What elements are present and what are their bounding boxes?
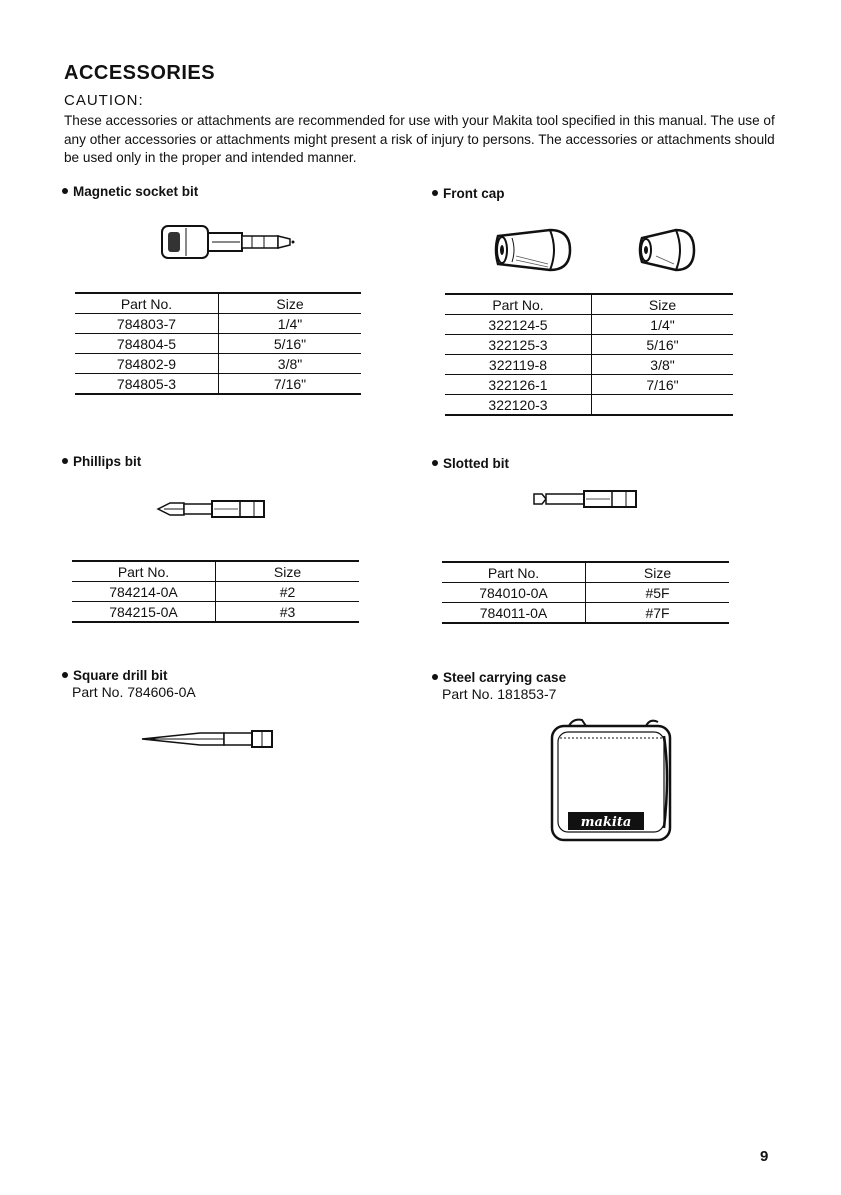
column-header-size: Size: [219, 293, 362, 314]
part-number-cell: 322126-1: [445, 375, 592, 395]
column-header-size: Size: [592, 294, 734, 315]
steel-carrying-case-part-number: Part No. 181853-7: [442, 686, 557, 702]
slotted-bit-heading: [432, 456, 509, 471]
makita-logo-text: makita: [580, 815, 632, 830]
table-row: [75, 334, 361, 354]
part-number-cell: 322119-8: [445, 355, 592, 375]
bullet-icon: [432, 674, 438, 680]
steel-carrying-case-illustration: [546, 716, 674, 844]
size-cell: 3/8": [592, 355, 734, 375]
magnetic-socket-bit-title: Magnetic socket bit: [73, 184, 199, 199]
part-number-cell: 784215-0A: [72, 602, 216, 623]
bullet-icon: [62, 458, 68, 464]
square-drill-bit-part-number: Part No. 784606-0A: [72, 684, 196, 700]
table-row: [75, 314, 361, 334]
column-header-size: Size: [216, 561, 360, 582]
part-number-cell: 322125-3: [445, 335, 592, 355]
magnetic-socket-bit-table: [75, 292, 361, 395]
square-drill-bit-title: Square drill bit: [73, 668, 168, 683]
size-cell: [592, 395, 734, 416]
column-header-part-no: Part No.: [445, 294, 592, 315]
table-header-row: [445, 294, 733, 315]
bullet-icon: [62, 672, 68, 678]
size-cell: #7F: [586, 603, 730, 624]
part-number-cell: 784802-9: [75, 354, 219, 374]
phillips-bit-table: [72, 560, 359, 623]
square-drill-bit-illustration: [140, 728, 276, 750]
table-header-row: [442, 562, 729, 583]
size-cell: #3: [216, 602, 360, 623]
phillips-bit-illustration: [156, 498, 270, 520]
bullet-icon: [62, 188, 68, 194]
part-number-cell: 322124-5: [445, 315, 592, 335]
bullet-icon: [432, 460, 438, 466]
size-cell: 1/4": [592, 315, 734, 335]
size-cell: 7/16": [219, 374, 362, 395]
slotted-bit-table: [442, 561, 729, 624]
table-header-row: [72, 561, 359, 582]
size-cell: 3/8": [219, 354, 362, 374]
table-row: [75, 374, 361, 395]
table-row: [75, 354, 361, 374]
slotted-bit-illustration: [532, 488, 642, 510]
page-number: 9: [760, 1148, 769, 1165]
table-row: [445, 375, 733, 395]
table-row: [442, 583, 729, 603]
caution-label: CAUTION:: [64, 92, 144, 109]
front-cap-illustration-large: [492, 226, 574, 274]
table-row: [445, 395, 733, 416]
slotted-bit-title: Slotted bit: [443, 456, 509, 471]
part-number-cell: 322120-3: [445, 395, 592, 416]
column-header-size: Size: [586, 562, 730, 583]
front-cap-title: Front cap: [443, 186, 505, 201]
size-cell: #2: [216, 582, 360, 602]
size-cell: 1/4": [219, 314, 362, 334]
table-row: [72, 582, 359, 602]
page-title: ACCESSORIES: [64, 62, 216, 84]
phillips-bit-title: Phillips bit: [73, 454, 142, 469]
steel-carrying-case-heading: [432, 670, 566, 685]
size-cell: 7/16": [592, 375, 734, 395]
front-cap-table: [445, 293, 733, 416]
table-header-row: [75, 293, 361, 314]
size-cell: 5/16": [219, 334, 362, 354]
part-number-cell: 784214-0A: [72, 582, 216, 602]
column-header-part-no: Part No.: [72, 561, 216, 582]
part-number-cell: 784804-5: [75, 334, 219, 354]
size-cell: #5F: [586, 583, 730, 603]
table-row: [442, 603, 729, 624]
caution-text: These accessories or attachments are recommended for use with your Makita tool specified in this manual. The use of any other accessories or attachments might present a risk of injury to persons. The accessories or attachments should be used only in the proper and intended manner.: [64, 113, 775, 166]
column-header-part-no: Part No.: [442, 562, 586, 583]
table-row: [445, 355, 733, 375]
magnetic-socket-bit-illustration: [160, 224, 300, 262]
part-number-cell: 784010-0A: [442, 583, 586, 603]
table-row: [445, 315, 733, 335]
front-cap-illustration-small: [636, 226, 698, 274]
part-number-cell: 784011-0A: [442, 603, 586, 624]
magnetic-socket-bit-heading: [62, 184, 198, 199]
size-cell: 5/16": [592, 335, 734, 355]
bullet-icon: [432, 190, 438, 196]
phillips-bit-heading: [62, 454, 141, 469]
steel-carrying-case-title: Steel carrying case: [443, 670, 567, 685]
column-header-part-no: Part No.: [75, 293, 219, 314]
table-row: [445, 335, 733, 355]
part-number-cell: 784803-7: [75, 314, 219, 334]
part-number-cell: 784805-3: [75, 374, 219, 395]
square-drill-bit-heading: [62, 668, 168, 683]
table-row: [72, 602, 359, 623]
front-cap-heading: [432, 186, 505, 201]
